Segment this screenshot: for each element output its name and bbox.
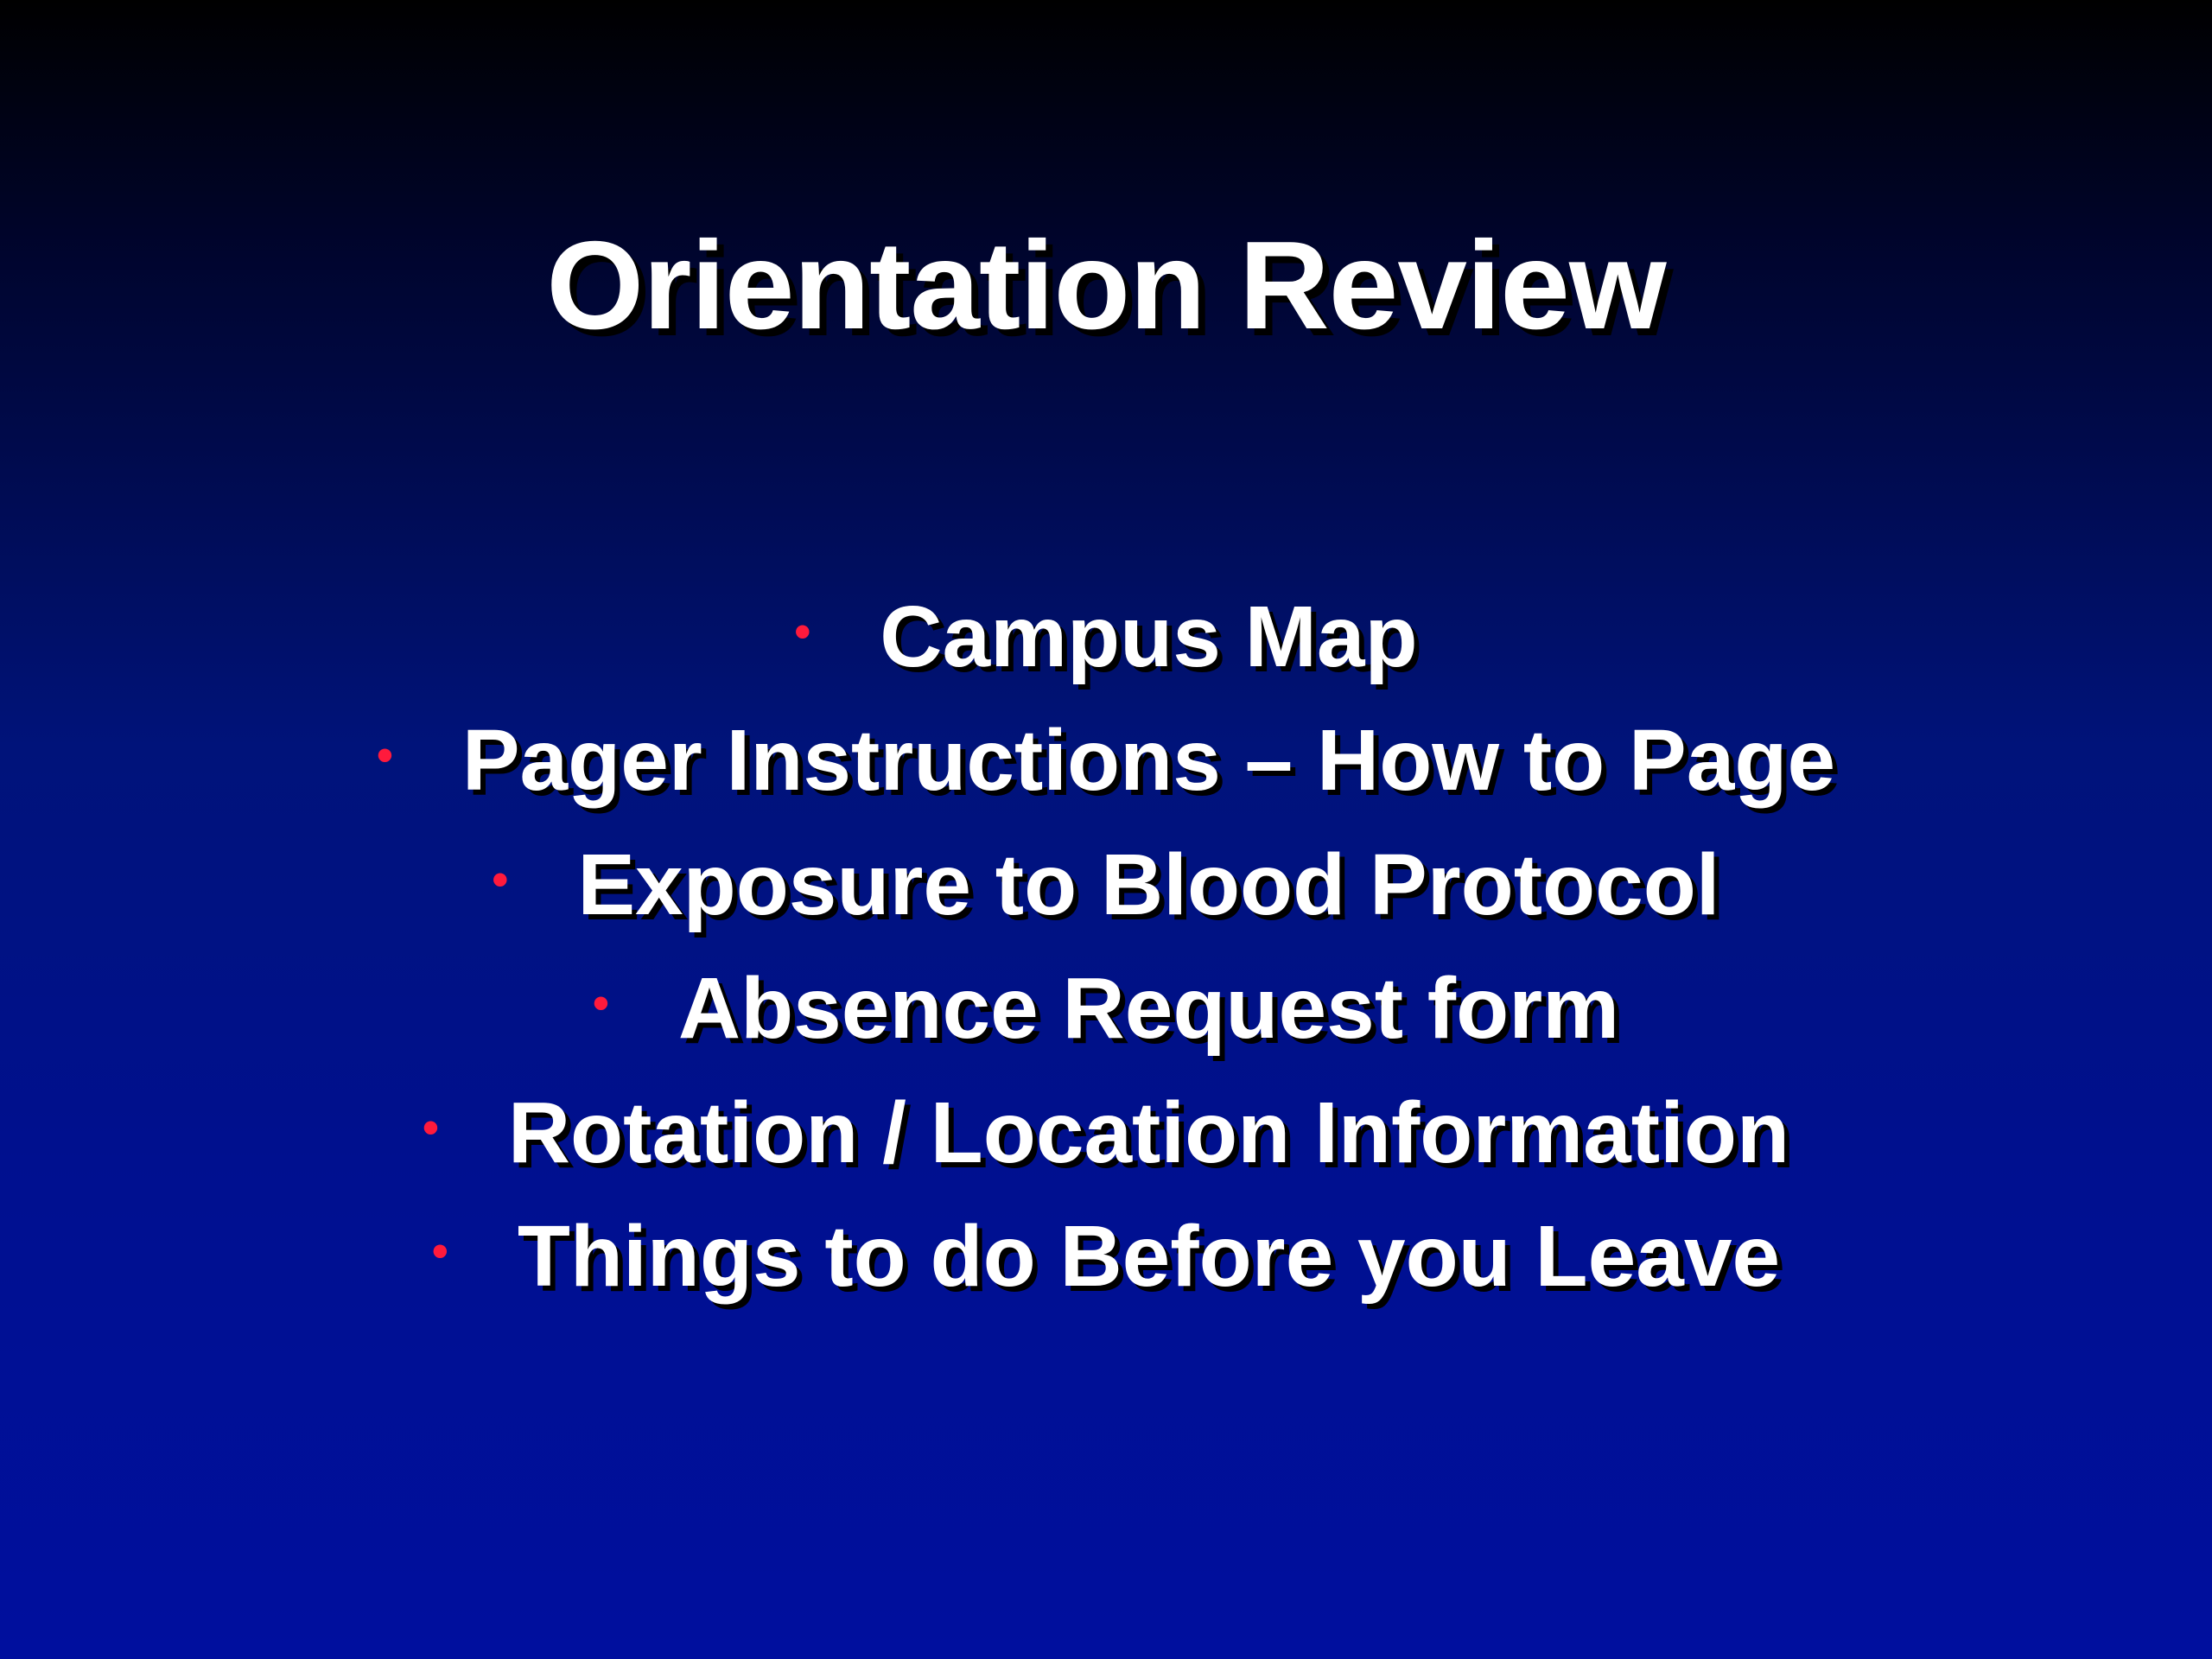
bullet-text: Absence Request form <box>677 960 1620 1058</box>
bullet-list <box>0 575 2212 1319</box>
bullet-item <box>0 575 2212 699</box>
bullet-text: Exposure to Blood Protocol <box>577 836 1720 933</box>
bullet-item <box>0 1071 2212 1195</box>
bullet-icon: • <box>592 977 609 1030</box>
bullet-icon: • <box>794 605 811 658</box>
bullet-item <box>0 947 2212 1071</box>
bullet-text: Campus Map <box>880 588 1418 685</box>
bullet-icon: • <box>492 853 509 906</box>
bullet-item <box>0 1195 2212 1319</box>
bullet-item <box>0 823 2212 947</box>
bullet-icon: • <box>376 729 393 782</box>
bullet-icon: • <box>422 1101 439 1154</box>
bullet-text: Rotation / Location Information <box>507 1084 1790 1181</box>
slide-title: Orientation Review <box>546 215 1666 356</box>
bullet-text: Things to do Before you Leave <box>517 1208 1781 1306</box>
bullet-icon: • <box>431 1225 448 1278</box>
bullet-item <box>0 699 2212 823</box>
bullet-text: Pager Instructions – How to Page <box>461 712 1836 810</box>
